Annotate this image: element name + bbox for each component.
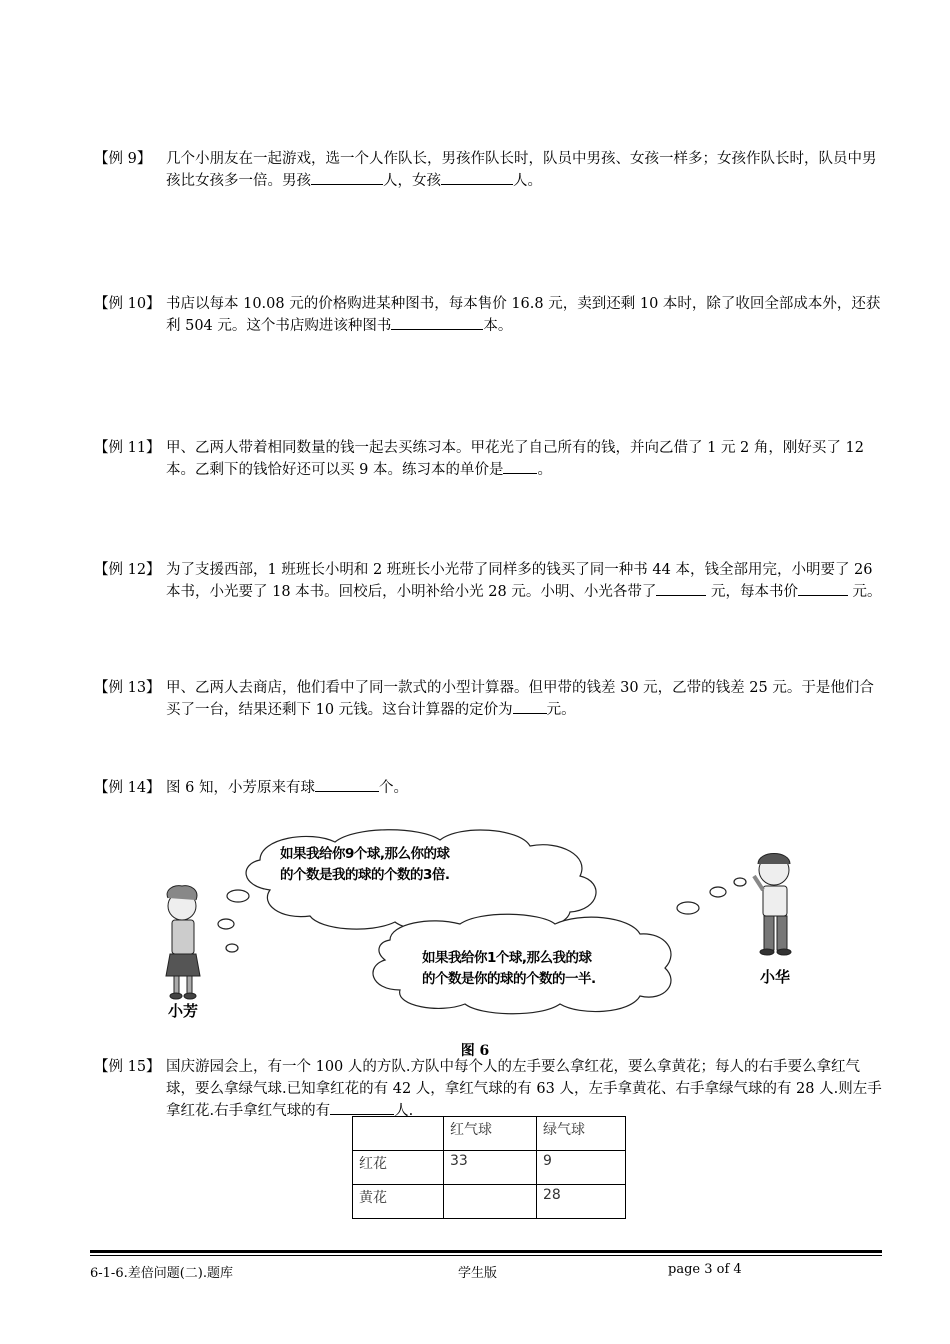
problem-text: 为了支援西部，1 班班长小明和 2 班班长小光带了同样多的钱买了同一种书 44 本，钱全部用完，小明要了 26 本书，小光要了 18 本书。回校后，小明补给小光 28 元。小明、小光各带了 元，每本书价 元。 [166, 562, 882, 600]
bubble-1-text: 如果我给你9个球,那么你的球 的个数是我的球的个数的3倍. [280, 846, 450, 883]
table-cell: 黄花 [353, 1185, 444, 1219]
table-cell [444, 1185, 537, 1219]
problem-label: 【例 10】 [94, 296, 161, 312]
problem-label: 【例 11】 [94, 440, 161, 456]
data-table [352, 1116, 626, 1219]
table-cell [353, 1117, 444, 1151]
problem-9 [94, 148, 886, 192]
answer-blank[interactable] [330, 1100, 394, 1115]
bubble-2-text: 如果我给你1个球,那么我的球 的个数是你的球的个数的一半. [422, 950, 596, 987]
table-row [353, 1151, 626, 1185]
footer-doc-title: 6-1-6.差倍问题(二).题库 [90, 1266, 234, 1281]
table-row [353, 1185, 626, 1219]
problem-10 [94, 293, 886, 337]
table-cell: 33 [444, 1151, 537, 1185]
problem-12 [94, 559, 886, 603]
answer-blank[interactable] [441, 170, 513, 185]
problem-label: 【例 13】 [94, 680, 161, 696]
problem-label: 【例 15】 [94, 1059, 161, 1075]
problem-text: 甲、乙两人去商店，他们看中了同一款式的小型计算器。但甲带的钱差 30 元，乙带的钱差 25 元。于是他们合买了一台，结果还剩下 10 元钱。这台计算器的定价为 元。 [166, 680, 874, 718]
problem-text: 国庆游园会上，有一个 100 人的方队.方队中每个人的左手要么拿红花，要么拿黄花；每人的右手要么拿红气球，要么拿绿气球.已知拿红花的有 42 人，拿红气球的有 63 人，左手拿黄花、右手拿绿气球的有 28 人.则左手拿红花.右手拿红气球的有 人. [166, 1059, 882, 1119]
table-cell: 红气球 [444, 1117, 537, 1151]
problem-text: 几个小朋友在一起游戏，选一个人作队长，男孩作队长时，队员中男孩、女孩一样多；女孩作队长时，队员中男孩比女孩多一倍。男孩 人，女孩 人。 [166, 151, 877, 189]
table-cell: 绿气球 [537, 1117, 626, 1151]
answer-blank[interactable] [311, 170, 383, 185]
footer-rule [90, 1250, 882, 1253]
problem-text: 图 6 知，小芳原来有球 个。 [166, 777, 886, 799]
footer-page-number: page 3 of 4 [668, 1262, 742, 1277]
problem-13 [94, 677, 886, 721]
answer-blank[interactable] [656, 581, 706, 596]
problem-text: 书店以每本 10.08 元的价格购进某种图书，每本售价 16.8 元，卖到还剩 10 本时，除了收回全部成本外，还获利 504 元。这个书店购进该种图书 本。 [166, 296, 881, 334]
figure-6 [160, 820, 880, 1050]
answer-blank[interactable] [513, 699, 547, 714]
problem-text: 甲、乙两人带着相同数量的钱一起去买练习本。甲花光了自己所有的钱，并向乙借了 1 元 2 角，刚好买了 12 本。乙剩下的钱恰好还可以买 9 本。练习本的单价是 。 [166, 440, 864, 478]
answer-blank[interactable] [315, 777, 379, 792]
boy-figure [754, 854, 791, 956]
figure-caption: 图 6 [460, 1043, 490, 1059]
problem-label: 【例 9】 [94, 151, 152, 167]
cartoon-illustration [160, 820, 880, 1050]
footer-edition: 学生版 [458, 1266, 498, 1281]
problem-15 [94, 1056, 886, 1122]
girl-figure [166, 886, 200, 999]
answer-blank[interactable] [391, 315, 483, 330]
problem-label: 【例 14】 [94, 780, 161, 796]
boy-name: 小华 [760, 968, 791, 986]
table-cell: 红花 [353, 1151, 444, 1185]
answer-blank[interactable] [503, 459, 537, 474]
girl-name: 小芳 [168, 1002, 199, 1020]
problem-11 [94, 437, 886, 481]
problem-label: 【例 12】 [94, 562, 161, 578]
problem-14 [94, 777, 886, 799]
footer-rule [90, 1255, 882, 1256]
answer-blank[interactable] [798, 581, 848, 596]
table-cell: 28 [537, 1185, 626, 1219]
table-header-row [353, 1117, 626, 1151]
table-cell: 9 [537, 1151, 626, 1185]
